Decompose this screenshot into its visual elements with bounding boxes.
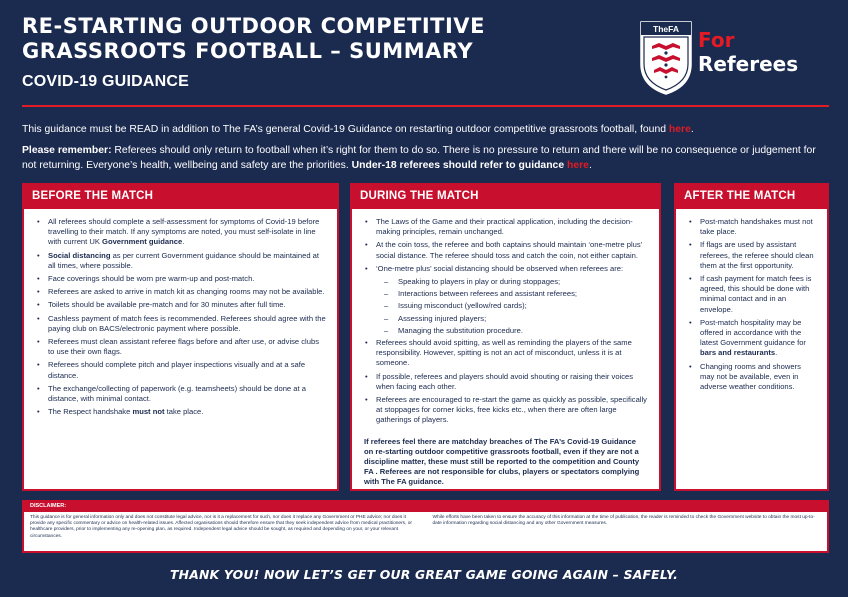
list-item: • The Respect handshake must not take place. (32, 407, 327, 417)
wordmark-referees: Referees (698, 52, 799, 76)
intro-paragraph-1 (22, 122, 832, 137)
title-line-1: RE-STARTING OUTDOOR COMPETITIVE (22, 14, 485, 38)
sub-list-item: – Assessing injured players; (360, 314, 649, 324)
list-item: • All referees should complete a self-assessment for symptoms of Covid-19 before travelling to their match. If any symptoms are noted, you must self-isolate in line with current UK Government guidance. (32, 217, 327, 248)
list-item: • Referees are encouraged to re-start the game as quickly as possible, specifically at stoppages for corner kicks, free kicks etc., when there are often large gatherings of players. (360, 395, 649, 426)
list-item: • Cashless payment of match fees is recommended. Referees should agree with the paying club on BACS/electronic payment where possible. (32, 314, 327, 334)
list-item: • At the coin toss, the referee and both captains should maintain ‘one-metre plus’ social distance. The referee should toss and catch the coin, not either captain. (360, 240, 649, 260)
for-referees-wordmark (698, 28, 798, 76)
header-divider (22, 105, 829, 107)
intro-section (22, 122, 832, 173)
list-item: • If cash payment for match fees is agreed, this should be done with minimal contact and in an envelope. (684, 274, 817, 315)
page-subtitle: COVID-19 GUIDANCE (22, 73, 189, 90)
disclaimer-panel (22, 500, 829, 553)
list-item: • Referees should complete pitch and player inspections visually and at a safe distance. (32, 360, 327, 380)
please-remember-label: Please remember: (22, 145, 112, 156)
fa-crest-icon (638, 20, 694, 96)
sub-list-item: – Managing the substitution procedure. (360, 326, 649, 336)
sub-list-item: – Speaking to players in play or during stoppages; (360, 277, 649, 287)
sub-list-item: – Interactions between referees and assistant referees; (360, 289, 649, 299)
list-item: • The exchange/collecting of paperwork (e.g. teamsheets) should be done at a distance, with minimal contact. (32, 384, 327, 404)
list-item: • Face coverings should be worn pre warm-up and post-match. (32, 274, 327, 284)
crest-text: TheFA (653, 24, 679, 34)
list-item: • If possible, referees and players should avoid shouting or raising their voices when facing each other. (360, 372, 649, 392)
list-item: • Referees are asked to arrive in match kit as changing rooms may not be available. (32, 287, 327, 297)
disclaimer-right-text: While efforts have been taken to ensure the accuracy of this information at the time of publication, the reader is reminded to check the Government website to obtain the most up-to-date information regarding social distancing and any other Government measures. (432, 515, 815, 527)
page-header (22, 14, 622, 91)
breach-reporting-note: If referees feel there are matchday breaches of The FA’s Covid-19 Guidance on re-starting outdoor competitive grassroots football, even if they are not a discipline matter, these must still be reported to the competition and County FA . Referees are not responsible for clubs, players or spectators complying with The FA guidance. (364, 436, 640, 487)
intro-p2-end: . (588, 160, 592, 171)
list-item: • Post-match handshakes must not take place. (684, 217, 817, 237)
intro-paragraph-2 (22, 143, 832, 173)
before-list (24, 209, 337, 426)
title-line-2: GRASSROOTS FOOTBALL – SUMMARY (22, 39, 474, 63)
before-the-match-panel (22, 183, 339, 491)
list-item: • Referees should avoid spitting, as well as reminding the players of the same responsibility. However, spitting is not an act of misconduct, unless it is at someone. (360, 338, 649, 369)
during-heading: DURING THE MATCH (352, 185, 659, 209)
list-item: • Social distancing as per current Government guidance should be maintained at all times, where possible. (32, 251, 327, 271)
list-item: • Changing rooms and showers may not be available, even in adverse weather conditions. (684, 362, 817, 393)
under-18-note: Under-18 referees should refer to guidance (351, 160, 568, 171)
closing-message: THANK YOU! NOW LET’S GET OUR GREAT GAME GOING AGAIN – SAFELY. (169, 567, 679, 582)
wordmark-for: For (698, 28, 735, 52)
disclaimer-body (24, 512, 827, 543)
after-heading: AFTER THE MATCH (676, 185, 827, 209)
list-item: • Post-match hospitality may be offered in accordance with the latest Government guidance for bars and restaurants. (684, 318, 817, 359)
disclaimer-left-text: This guidance is for general information only and does not constitute legal advice, nor is it a replacement for such, nor does it replace any Government or PHE advice; nor does it provide any specific commentary or advice on health-related issues. Affected organisations should therefore ensure that they seek independent advice from medical practitioners, or healthcare providers, prior to implementing any re-opening plan, as required. Independent legal advice should be sought, as required and depending on your, or your relevant circumstances. (30, 515, 413, 539)
list-item: • Referees must clean assistant referee flags before and after use, or advise clubs to use their own flags. (32, 337, 327, 357)
after-the-match-panel (674, 183, 829, 491)
guidance-link[interactable]: here (668, 124, 691, 135)
list-item: • The Laws of the Game and their practical application, including the decision-making principles, remain unchanged. (360, 217, 649, 237)
intro-p1-end: . (690, 124, 694, 135)
page-title (22, 14, 622, 64)
sub-list-item: – Issuing misconduct (yellow/red cards); (360, 301, 649, 311)
list-item: • ‘One-metre plus’ social distancing should be observed when referees are: (360, 264, 649, 274)
intro-p1-text: This guidance must be READ in addition to The FA’s general Covid-19 Guidance on restarting outdoor competitive grassroots football, found (22, 124, 669, 135)
list-item: • Toilets should be available pre-match and for 30 minutes after full time. (32, 300, 327, 310)
fa-for-referees-logo (632, 16, 832, 106)
disclaimer-heading: DISCLAIMER: (24, 502, 827, 512)
intro-p2-text: Referees should only return to football when it’s right for them to do so. There is no pressure to return and there will be no consequence or judgement for not returning. Everyone’s health, wellbeing and safety are the priorities. (22, 145, 816, 171)
during-the-match-panel (350, 183, 661, 491)
list-item: • If flags are used by assistant referees, the referee should clean them at the first opportunity. (684, 240, 817, 271)
under-18-guidance-link[interactable]: here (567, 160, 589, 171)
before-heading: BEFORE THE MATCH (24, 185, 337, 209)
during-list (352, 209, 659, 435)
after-list (676, 209, 827, 401)
